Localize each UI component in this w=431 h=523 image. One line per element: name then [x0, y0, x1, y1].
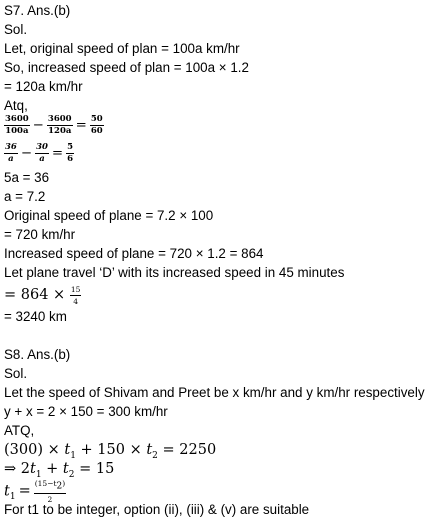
s7-line-8: Increased speed of plane = 720 × 1.2 = 864 [4, 246, 264, 261]
s8-heading: S8. Ans.(b) [4, 347, 71, 362]
s7-line-4: 5a = 36 [4, 170, 50, 185]
s8-final-line: For t1 to be integer, option (ii), (iii) & (v) are suitable [4, 502, 310, 517]
s7-heading: S7. Ans.(b) [4, 3, 71, 18]
s7-line-2: So, increased speed of plan = 100a × 1.2 [4, 60, 249, 75]
s8-equation-3: $t_1$ = $\frac{(15-t_2)}{2}$ [4, 479, 66, 504]
fraction: $\frac{(15-t_2)}{2}$ [34, 479, 66, 504]
fraction: $\frac{15}{4}$ [70, 284, 81, 306]
s7-line-11: = 3240 km [4, 309, 67, 324]
s7-line-6: Original speed of plane = 7.2 × 100 [4, 208, 214, 223]
fraction: $\frac{3600}{120a}$ [47, 114, 72, 136]
s8-equation-2: ⇒ $2t_1 + t_2 = 15$ [4, 461, 115, 480]
fraction: $\frac{36}{a}$ [5, 142, 17, 164]
s8-sol-label: Sol. [4, 366, 28, 381]
s7-line-3: = 120a km/hr [4, 79, 83, 94]
s8-atq-label: ATQ, [4, 423, 35, 438]
s7-line-5: a = 7.2 [4, 189, 46, 204]
s7-equation-2: $\frac{36}{a}$ − $\frac{30}{a}$ = $\frac{5}{6}$ [5, 142, 74, 164]
s8-line-2: y + x = 2 × 150 = 300 km/hr [4, 404, 168, 419]
fraction: $\frac{5}{6}$ [67, 142, 74, 164]
s7-line-1: Let, original speed of plan = 100a km/hr [4, 41, 240, 56]
s8-line-1: Let the speed of Shivam and Preet be x km/hr and y km/hr respectively [4, 385, 425, 400]
fraction: $\frac{30}{a}$ [36, 142, 48, 164]
s7-atq-label: Atq, [4, 98, 28, 113]
s7-sol-label: Sol. [4, 22, 28, 37]
s7-line-9: Let plane travel ‘D’ with its increased speed in 45 minutes [4, 265, 345, 280]
fraction: $\frac{3600}{100a}$ [5, 114, 29, 136]
s7-equation-3: = 864 × $\frac{15}{4}$ [4, 284, 81, 306]
s8-equation-1: $(300) \times t_1 + 150 \times t_2 = 2250$ [4, 442, 217, 461]
s7-equation-1: $\frac{3600}{100a}$ − $\frac{3600}{120a}$ = $\frac{50}{60}$ [5, 114, 103, 136]
s7-line-7: = 720 km/hr [4, 227, 76, 242]
fraction: $\frac{50}{60}$ [90, 114, 103, 136]
